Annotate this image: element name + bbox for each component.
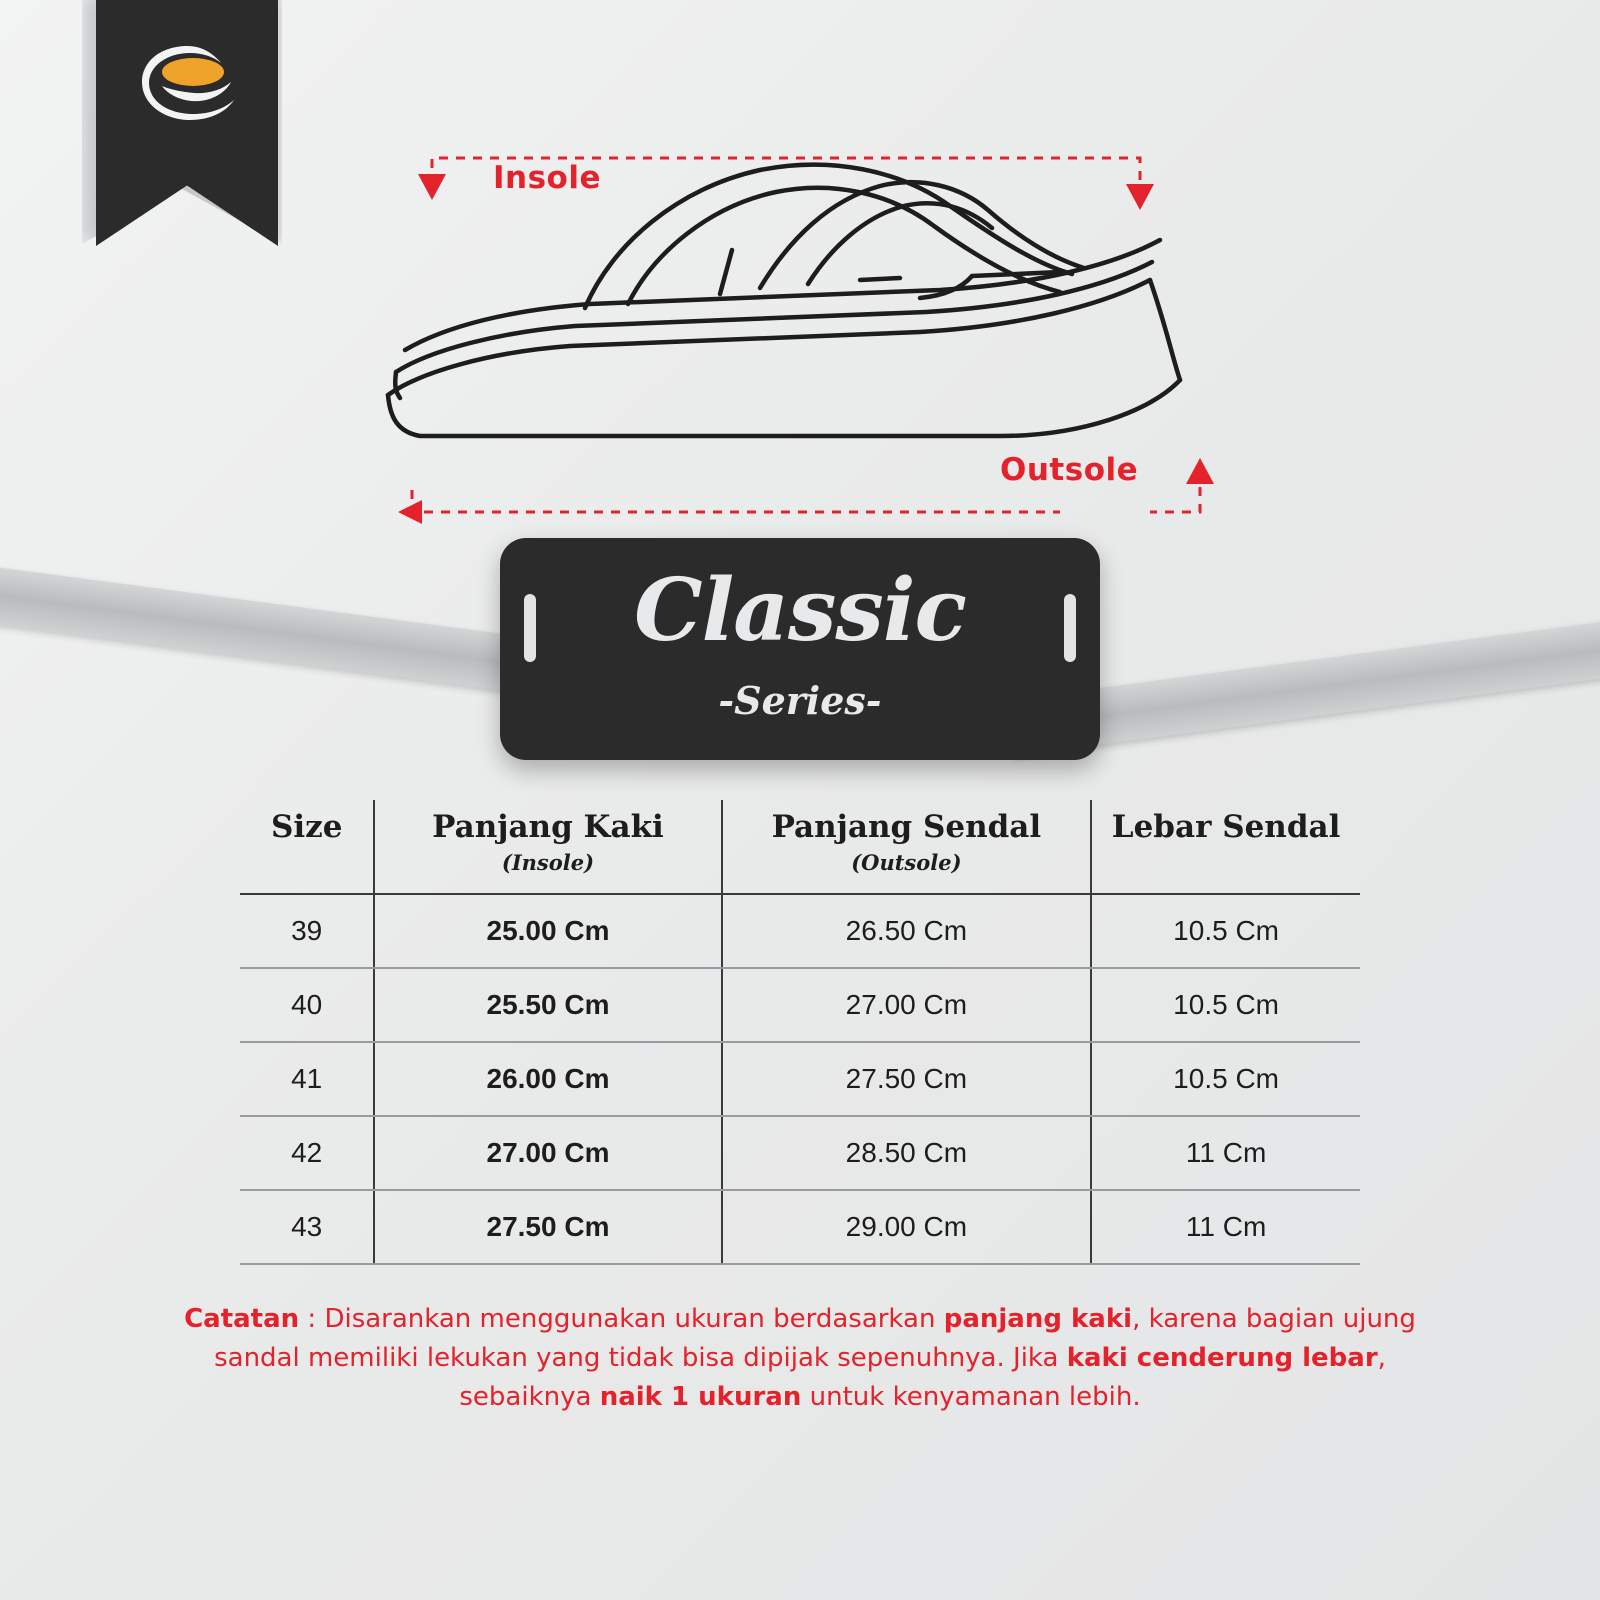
- cell-width: 11 Cm: [1091, 1116, 1360, 1190]
- note-part2: , karena bagian ujung sandal memiliki lekukan yang tidak bisa dipijak sepenuhnya. Jika: [214, 1304, 1416, 1373]
- note-text: [160, 1300, 1440, 1417]
- header-insole: Panjang Kaki (Insole): [374, 800, 721, 894]
- cell-size: 42: [240, 1116, 374, 1190]
- cell-insole: 25.50 Cm: [374, 968, 721, 1042]
- table-row: [240, 1190, 1360, 1264]
- table-header-row: [240, 800, 1360, 894]
- note-strong3: naik 1 ukuran: [599, 1382, 802, 1412]
- plate-title: Classic: [634, 560, 966, 661]
- cell-width: 10.5 Cm: [1091, 894, 1360, 968]
- outsole-callout-label: Outsole: [1000, 452, 1139, 488]
- header-size: Size: [240, 800, 374, 894]
- table-row: [240, 1116, 1360, 1190]
- brand-oval-logo-icon: [136, 42, 240, 124]
- cell-width: 11 Cm: [1091, 1190, 1360, 1264]
- size-chart: [240, 800, 1360, 1265]
- cell-insole: 27.50 Cm: [374, 1190, 721, 1264]
- cell-outsole: 29.00 Cm: [722, 1190, 1092, 1264]
- note-part1: : Disarankan menggunakan ukuran berdasarkan: [299, 1304, 944, 1334]
- sandal-illustration: [360, 140, 1240, 540]
- cell-insole: 26.00 Cm: [374, 1042, 721, 1116]
- table-row: [240, 1042, 1360, 1116]
- size-table: [240, 800, 1360, 1265]
- cell-insole: 25.00 Cm: [374, 894, 721, 968]
- table-row: [240, 968, 1360, 1042]
- cell-outsole: 26.50 Cm: [722, 894, 1092, 968]
- note-strong1: panjang kaki: [943, 1304, 1133, 1334]
- cell-width: 10.5 Cm: [1091, 1042, 1360, 1116]
- cell-size: 39: [240, 894, 374, 968]
- cell-width: 10.5 Cm: [1091, 968, 1360, 1042]
- cell-outsole: 27.00 Cm: [722, 968, 1092, 1042]
- note-part4: untuk kenyamanan lebih.: [801, 1382, 1141, 1412]
- classic-series-plate: [500, 538, 1100, 760]
- note-label: Catatan: [184, 1304, 300, 1334]
- table-row: [240, 894, 1360, 968]
- note-part3: , sebaiknya: [459, 1343, 1386, 1412]
- cell-size: 41: [240, 1042, 374, 1116]
- cell-size: 43: [240, 1190, 374, 1264]
- cell-insole: 27.00 Cm: [374, 1116, 721, 1190]
- cell-size: 40: [240, 968, 374, 1042]
- note-strong2: kaki cenderung lebar: [1066, 1343, 1378, 1373]
- cell-outsole: 28.50 Cm: [722, 1116, 1092, 1190]
- brand-ribbon: [96, 0, 296, 264]
- insole-callout-label: Insole: [493, 160, 602, 196]
- header-outsole: Panjang Sendal (Outsole): [722, 800, 1092, 894]
- header-width: Lebar Sendal: [1091, 800, 1360, 894]
- plate-subtitle: -Series-: [718, 678, 882, 723]
- cell-outsole: 27.50 Cm: [722, 1042, 1092, 1116]
